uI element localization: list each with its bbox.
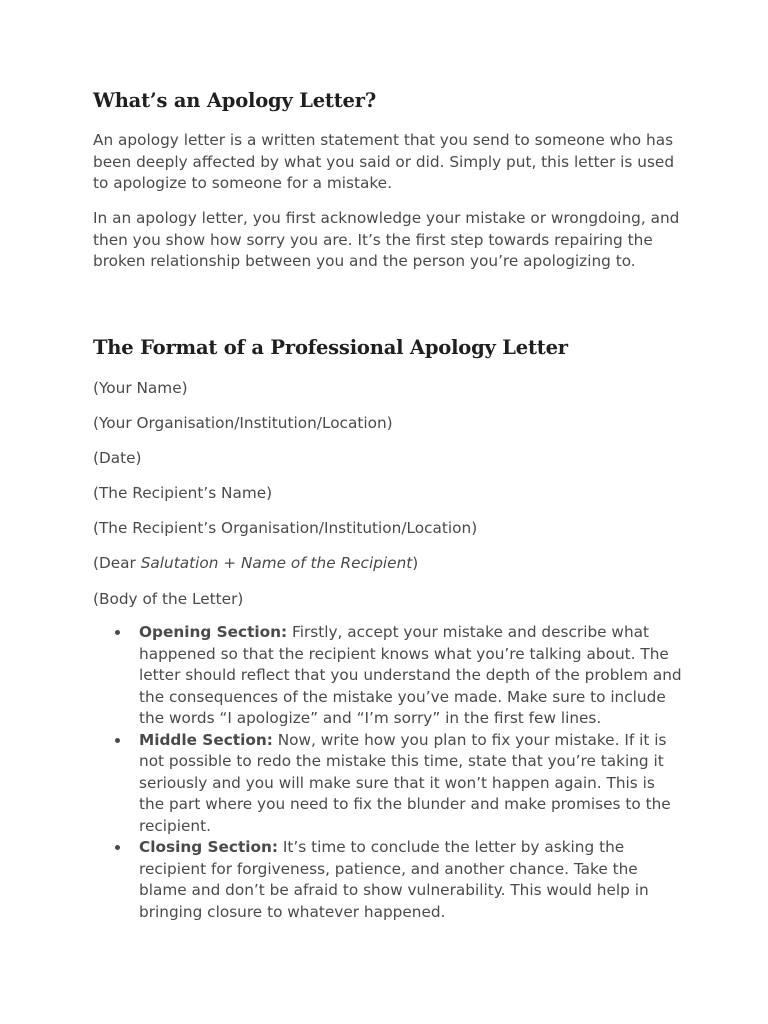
- salutation-prefix: (Dear: [93, 554, 141, 572]
- format-line-recipient-name: (The Recipient’s Name): [93, 484, 273, 502]
- list-item-opening-section: [93, 622, 683, 730]
- bullet-text-closing: It’s time to conclude the letter by asking the recipient for forgiveness, patience, and another chance. Take the blame and don’t be afraid to show vulnerability. This would help in bringing closure to whatever happened.: [139, 838, 649, 921]
- salutation-suffix: ): [412, 554, 419, 572]
- list-item-closing-section: [93, 837, 683, 923]
- format-line-recipient-organisation: (The Recipient’s Organisation/Institution/Location): [93, 519, 478, 537]
- section-heading-what-is: What’s an Apology Letter?: [93, 89, 377, 112]
- bullet-dot-icon: [115, 630, 120, 635]
- bullet-text-middle: Now, write how you plan to fix your mistake. If it is not possible to redo the mistake this time, state that you’re taking it seriously and you will make sure that it won’t happen again. This is the part where you need to fix the blunder and make promises to the recipient.: [139, 730, 671, 835]
- section-heading-format: The Format of a Professional Apology Letter: [93, 336, 568, 359]
- intro-paragraph-1: An apology letter is a written statement that you send to someone who has been deeply affected by what you said or did. Simply put, this letter is used to apologize to someone for a mistake.: [93, 131, 675, 192]
- format-line-your-organisation: (Your Organisation/Institution/Location): [93, 414, 393, 432]
- format-line-your-name: (Your Name): [93, 379, 188, 397]
- list-item-middle-section: [93, 730, 683, 838]
- bullet-text-opening: Firstly, accept your mistake and describe what happened so that the recipient knows what you’re talking about. The letter should reflect that you understand the depth of the problem and the consequences of the mistake you’ve made. Make sure to include the words “I apologize” and “I’m sorry” in the first few lines.: [139, 623, 682, 727]
- recipient-name-italic: Name of the Recipient: [240, 554, 413, 572]
- intro-paragraph-2: In an apology letter, you first acknowledge your mistake or wrongdoing, and then you show how sorry you are. It’s the first step towards repairing the broken relationship between you and the person you’re apologizing to.: [93, 209, 680, 270]
- format-line-body: (Body of the Letter): [93, 590, 244, 608]
- bullet-dot-icon: [115, 845, 120, 850]
- salutation-plus: +: [218, 554, 241, 572]
- bullet-lead-closing: Closing Section:: [139, 838, 279, 856]
- format-line-salutation: [93, 553, 418, 575]
- bullet-dot-icon: [115, 738, 120, 743]
- bullet-lead-opening: Opening Section:: [139, 623, 288, 641]
- format-line-date: (Date): [93, 449, 142, 467]
- bullet-lead-middle: Middle Section:: [139, 730, 273, 749]
- section-bullet-list: [93, 622, 683, 923]
- salutation-italic: Salutation: [140, 554, 219, 572]
